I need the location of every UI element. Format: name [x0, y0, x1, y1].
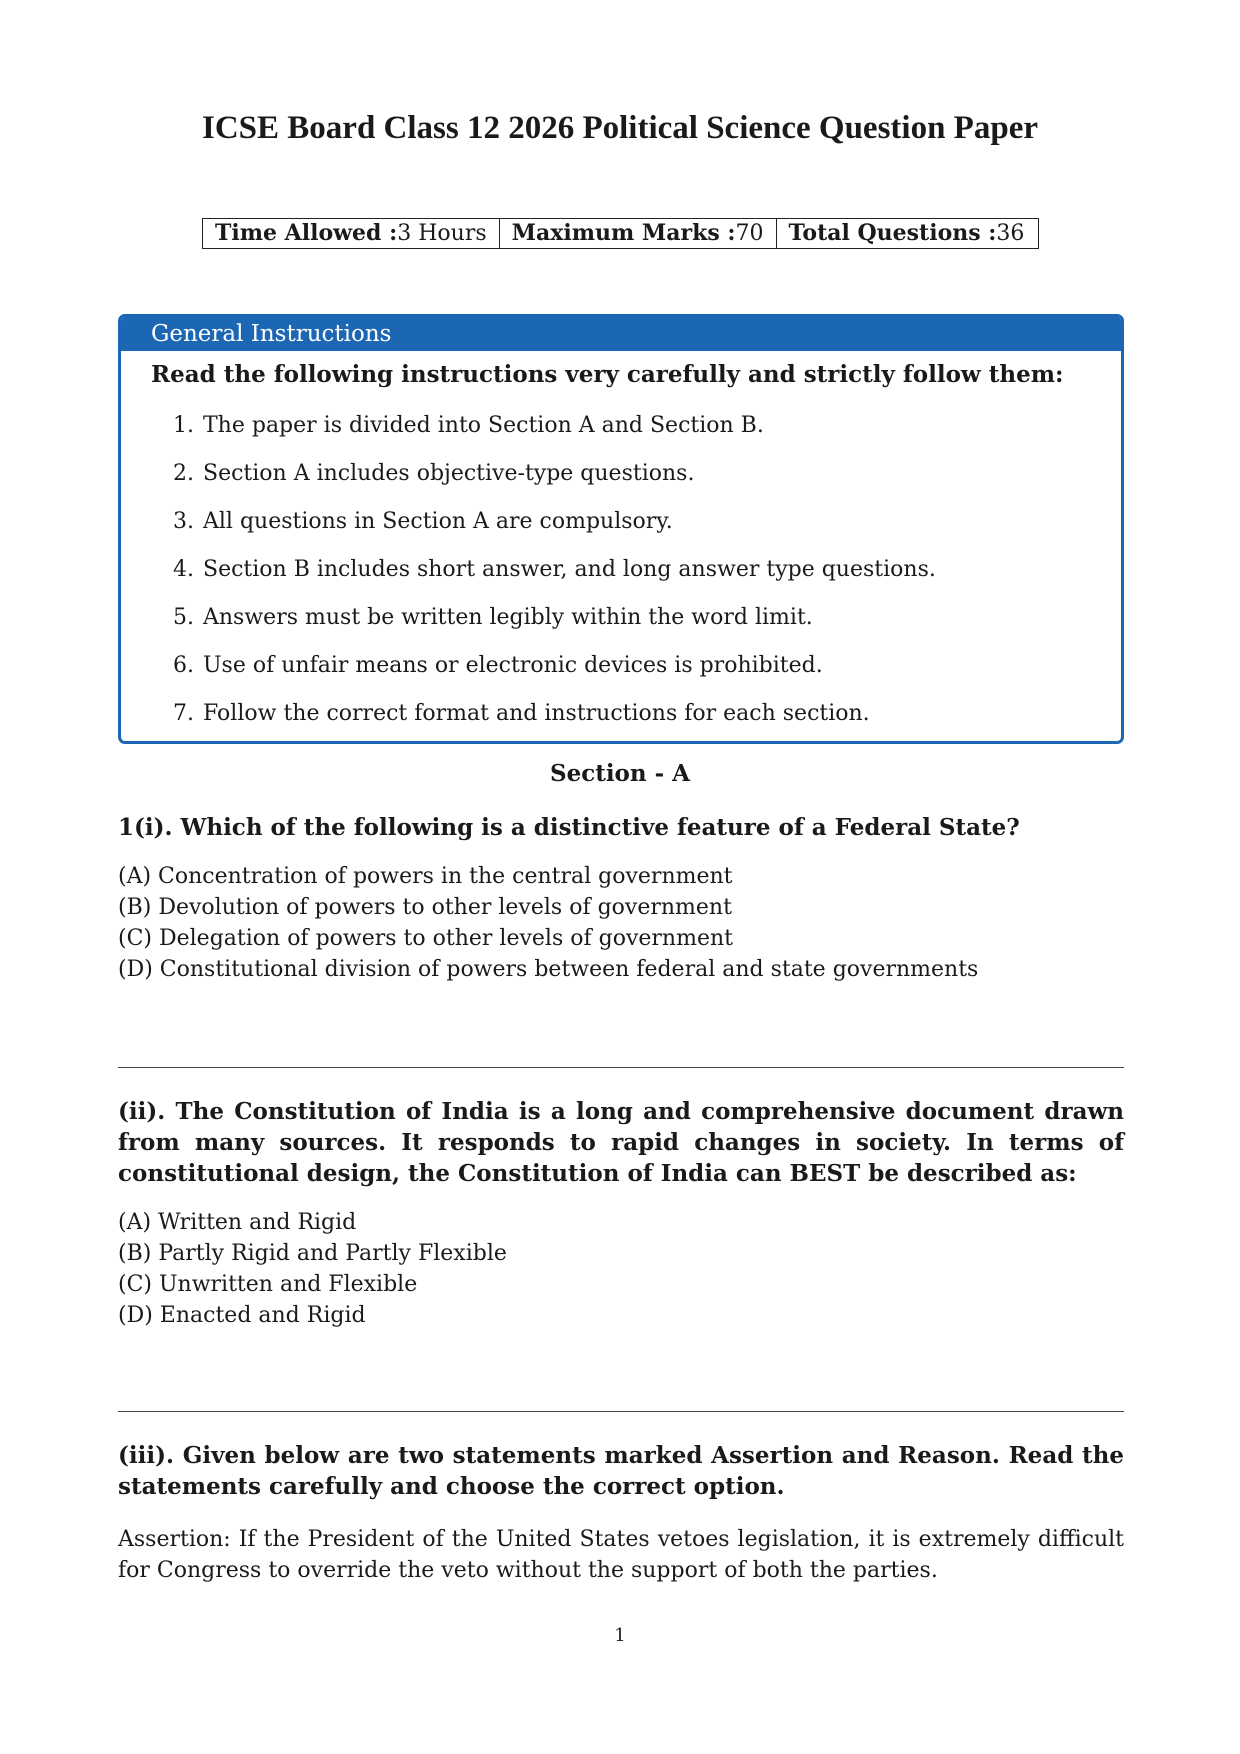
question-text: 1(i). Which of the following is a distinctive feature of a Federal State?	[118, 814, 1020, 841]
paper-title: ICSE Board Class 12 2026 Political Science Question Paper	[202, 110, 1038, 146]
instruction-text: The paper is divided into Section A and Section B.	[203, 413, 764, 438]
total-questions-cell	[777, 219, 1037, 248]
instruction-number: 6.	[173, 653, 194, 678]
time-allowed-label: Time Allowed :	[215, 220, 398, 246]
option-c: (C) Unwritten and Flexible	[118, 1272, 418, 1297]
page-number: 1	[614, 1625, 626, 1646]
assertion-statement: Assertion: If the President of the United States vetoes legislation, it is extremely difficult for Congress to override the veto without the support of both the parties.	[118, 1527, 1124, 1583]
instruction-number: 4.	[173, 557, 194, 582]
option-b: (B) Partly Rigid and Partly Flexible	[118, 1241, 507, 1266]
question-1-ii	[118, 1096, 1124, 1331]
option-a: (A) Written and Rigid	[118, 1210, 357, 1235]
question-text: (ii). The Constitution of India is a long and comprehensive document drawn from many sources. It responds to rapid changes in society. In terms of constitutional design, the Constitution of India can BEST be described as:	[118, 1098, 1124, 1187]
question-divider	[118, 1411, 1124, 1412]
instruction-item	[173, 690, 1121, 738]
total-questions-label: Total Questions :	[788, 220, 997, 246]
instruction-text: All questions in Section A are compulsory.	[203, 509, 673, 534]
maximum-marks-label: Maximum Marks :	[511, 220, 736, 246]
instruction-item	[173, 402, 1121, 450]
instruction-number: 3.	[173, 509, 194, 534]
instruction-item	[173, 594, 1121, 642]
instructions-list	[121, 402, 1121, 738]
instruction-number: 5.	[173, 605, 194, 630]
total-questions-value: 36	[996, 221, 1025, 246]
instruction-item	[173, 498, 1121, 546]
instruction-number: 7.	[173, 701, 194, 726]
time-allowed-value: 3 Hours	[397, 221, 487, 246]
option-a: (A) Concentration of powers in the central government	[118, 864, 733, 889]
instruction-item	[173, 450, 1121, 498]
option-b: (B) Devolution of powers to other levels of government	[118, 895, 732, 920]
option-d: (D) Enacted and Rigid	[118, 1303, 366, 1328]
question-divider	[118, 1067, 1124, 1068]
exam-info-table	[202, 218, 1039, 249]
option-d: (D) Constitutional division of powers between federal and state governments	[118, 957, 979, 982]
options-list	[118, 861, 1124, 985]
question-1-i	[118, 812, 1124, 985]
section-a-title: Section - A	[549, 760, 691, 787]
question-text: (iii). Given below are two statements marked Assertion and Reason. Read the statements carefully and choose the correct option.	[118, 1442, 1124, 1500]
option-c: (C) Delegation of powers to other levels of government	[118, 926, 733, 951]
question-1-iii	[118, 1440, 1124, 1586]
instruction-text: Answers must be written legibly within the word limit.	[203, 605, 813, 630]
instructions-intro: Read the following instructions very carefully and strictly follow them:	[151, 361, 1064, 388]
maximum-marks-cell	[500, 219, 777, 248]
instruction-number: 2.	[173, 461, 194, 486]
instruction-text: Use of unfair means or electronic devices is prohibited.	[203, 653, 823, 678]
general-instructions-box	[118, 314, 1124, 744]
options-list	[118, 1207, 1124, 1331]
instruction-text: Section A includes objective-type questions.	[203, 461, 695, 486]
general-instructions-heading: General Instructions	[121, 317, 1121, 351]
instruction-text: Follow the correct format and instructions for each section.	[203, 701, 870, 726]
instruction-number: 1.	[173, 413, 194, 438]
instruction-item	[173, 546, 1121, 594]
maximum-marks-value: 70	[735, 221, 764, 246]
instruction-item	[173, 642, 1121, 690]
time-allowed-cell	[203, 219, 500, 248]
instruction-text: Section B includes short answer, and long answer type questions.	[203, 557, 936, 582]
